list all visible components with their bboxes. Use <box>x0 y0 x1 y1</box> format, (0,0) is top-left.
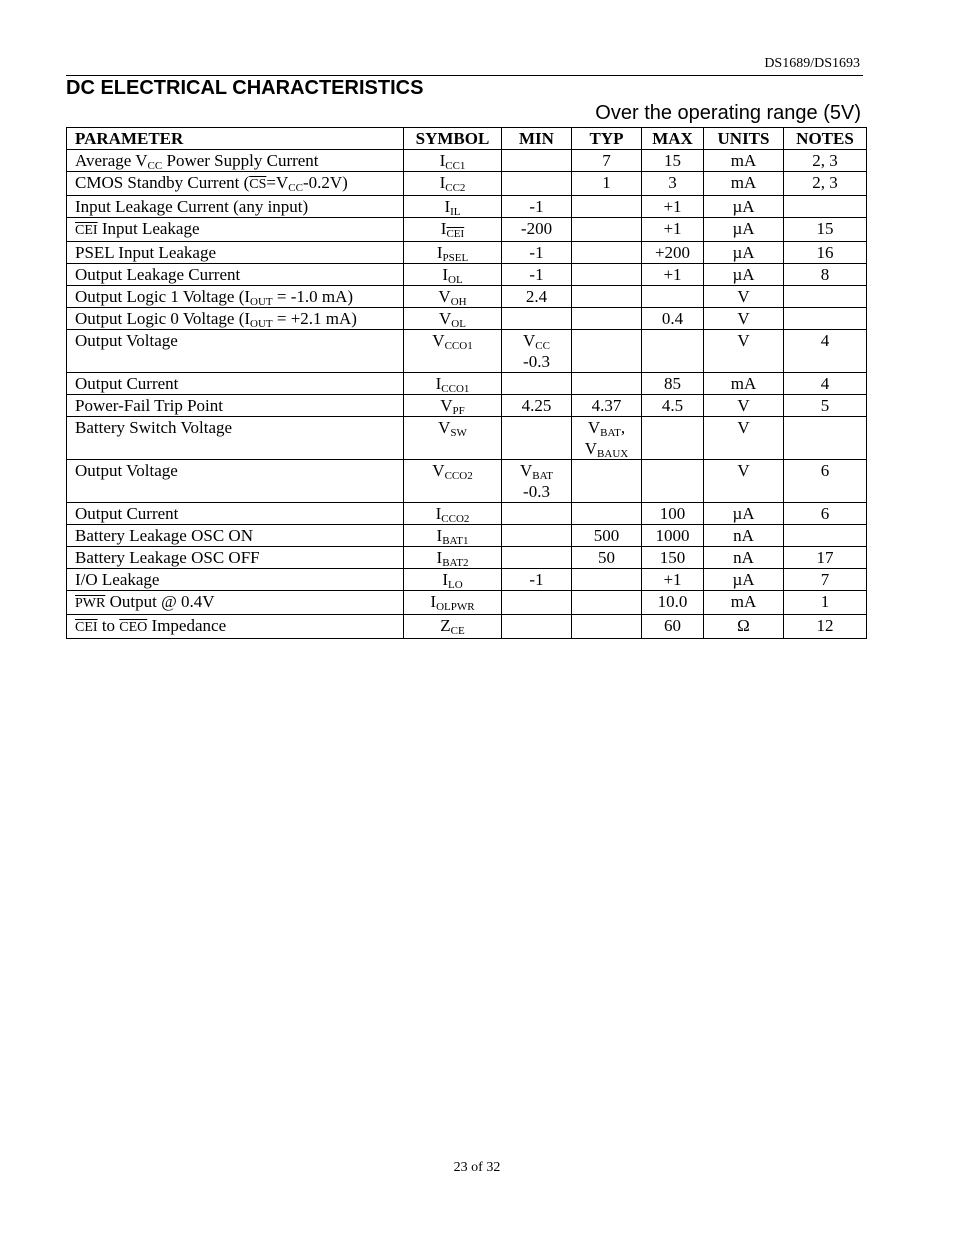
symbol-text: V <box>432 461 445 480</box>
min-cell <box>502 242 572 264</box>
parameter-text: -0.2V) <box>302 173 348 192</box>
symbol-subscript: OH <box>450 296 467 308</box>
table-row <box>67 417 867 460</box>
column-header: UNITS <box>704 128 784 150</box>
parameter-cell <box>67 395 404 417</box>
parameter-text: = -1.0 mA) <box>272 287 354 306</box>
typ-value: V <box>587 418 601 437</box>
max-cell: +1 <box>642 264 704 286</box>
parameter-text: Battery Leakage OSC ON <box>75 526 253 545</box>
min-cell <box>502 373 572 395</box>
parameter-text: $\overline{CS}$ <box>249 177 267 192</box>
parameter-text: OUT <box>250 318 273 330</box>
parameter-cell <box>67 547 404 569</box>
symbol-cell <box>404 286 502 308</box>
dc-characteristics-table <box>66 127 867 639</box>
typ-cell <box>572 395 642 417</box>
units-cell: µA <box>704 569 784 591</box>
parameter-text: Battery Switch Voltage <box>75 418 233 437</box>
typ-cell <box>572 286 642 308</box>
table-row <box>67 172 867 196</box>
column-header: TYP <box>572 128 642 150</box>
symbol-cell <box>404 615 502 639</box>
min-value: 2.4 <box>525 287 548 306</box>
max-cell: 3 <box>642 172 704 196</box>
symbol-cell <box>404 460 502 503</box>
symbol-text: I <box>436 526 443 545</box>
parameter-text: Power Supply Current <box>162 151 319 170</box>
typ-value-suffix: , <box>620 418 626 437</box>
parameter-text: Output Voltage <box>75 331 178 350</box>
table-row <box>67 460 867 503</box>
typ-value: 500 <box>593 526 620 545</box>
max-cell: 1000 <box>642 525 704 547</box>
typ-cell <box>572 242 642 264</box>
notes-cell <box>784 308 867 330</box>
min-value: -1 <box>529 265 544 284</box>
units-cell: mA <box>704 172 784 196</box>
symbol-text: V <box>439 309 452 328</box>
typ-cell <box>572 547 642 569</box>
parameter-text: Output Logic 0 Voltage (I <box>75 309 251 328</box>
typ-cell <box>572 150 642 172</box>
max-cell: 0.4 <box>642 308 704 330</box>
parameter-text: Input Leakage <box>97 219 200 238</box>
units-cell: µA <box>704 503 784 525</box>
notes-cell: 5 <box>784 395 867 417</box>
symbol-subscript: CC2 <box>445 182 466 194</box>
units-cell: µA <box>704 264 784 286</box>
symbol-subscript: CC1 <box>445 160 466 172</box>
symbol-cell <box>404 591 502 615</box>
symbol-subscript: CCO1 <box>444 340 473 352</box>
symbol-subscript: CCO2 <box>444 470 473 482</box>
typ-cell <box>572 196 642 218</box>
parameter-cell <box>67 218 404 242</box>
max-cell: 85 <box>642 373 704 395</box>
parameter-cell <box>67 172 404 196</box>
max-cell: +1 <box>642 218 704 242</box>
min-subscript: CC <box>535 340 550 352</box>
units-cell: V <box>704 330 784 373</box>
symbol-subscript: OLPWR <box>436 601 475 613</box>
units-cell: mA <box>704 150 784 172</box>
table-row <box>67 264 867 286</box>
symbol-subscript: LO <box>448 579 463 591</box>
notes-cell: 4 <box>784 373 867 395</box>
symbol-cell <box>404 417 502 460</box>
notes-cell: 6 <box>784 460 867 503</box>
parameter-text: Power-Fail Trip Point <box>75 396 223 415</box>
symbol-subscript: IL <box>450 206 461 218</box>
min-cell <box>502 264 572 286</box>
symbol-cell <box>404 196 502 218</box>
min-cell <box>502 218 572 242</box>
notes-cell: 8 <box>784 264 867 286</box>
column-header: MIN <box>502 128 572 150</box>
parameter-cell <box>67 264 404 286</box>
symbol-text: I <box>440 219 447 238</box>
min-value: 4.25 <box>521 396 552 415</box>
parameter-text: Output @ 0.4V <box>105 592 215 611</box>
parameter-cell <box>67 525 404 547</box>
max-cell: 60 <box>642 615 704 639</box>
typ-cell <box>572 308 642 330</box>
symbol-text: Z <box>440 616 451 635</box>
symbol-text: I <box>435 374 442 393</box>
operating-range-note: Over the operating range (5V) <box>595 102 861 124</box>
units-cell: nA <box>704 525 784 547</box>
notes-cell: 12 <box>784 615 867 639</box>
typ-cell <box>572 460 642 503</box>
symbol-cell <box>404 172 502 196</box>
min-value: -200 <box>520 219 553 238</box>
document-id: DS1689/DS1693 <box>764 56 860 71</box>
parameter-cell <box>67 591 404 615</box>
units-cell: µA <box>704 218 784 242</box>
symbol-cell <box>404 242 502 264</box>
column-header: MAX <box>642 128 704 150</box>
parameter-cell <box>67 330 404 373</box>
typ-subscript-line2: BAUX <box>597 448 629 460</box>
table-row <box>67 591 867 615</box>
notes-cell: 4 <box>784 330 867 373</box>
table-row <box>67 547 867 569</box>
table-row <box>67 150 867 172</box>
min-subscript: BAT <box>532 470 554 482</box>
parameter-cell <box>67 196 404 218</box>
parameter-cell <box>67 242 404 264</box>
symbol-subscript: CE <box>450 625 465 637</box>
notes-cell: 7 <box>784 569 867 591</box>
min-cell <box>502 308 572 330</box>
max-cell: 150 <box>642 547 704 569</box>
notes-cell <box>784 525 867 547</box>
table-row <box>67 218 867 242</box>
parameter-text: Input Leakage Current (any input) <box>75 197 309 216</box>
typ-cell <box>572 615 642 639</box>
typ-cell <box>572 264 642 286</box>
notes-cell: 15 <box>784 218 867 242</box>
symbol-cell <box>404 547 502 569</box>
units-cell: nA <box>704 547 784 569</box>
parameter-text: Output Current <box>75 374 179 393</box>
table-row <box>67 525 867 547</box>
symbol-subscript: OL <box>448 274 463 286</box>
table-header-row <box>67 128 867 150</box>
units-cell: µA <box>704 196 784 218</box>
typ-subscript: BAT <box>600 427 621 439</box>
notes-cell <box>784 417 867 460</box>
symbol-cell <box>404 569 502 591</box>
typ-value-line2: V <box>584 439 598 458</box>
min-cell <box>502 503 572 525</box>
min-cell <box>502 591 572 615</box>
symbol-text: I <box>439 173 446 192</box>
symbol-cell <box>404 525 502 547</box>
table-row <box>67 286 867 308</box>
units-cell: V <box>704 395 784 417</box>
symbol-cell <box>404 395 502 417</box>
table-row <box>67 373 867 395</box>
min-value: -1 <box>529 570 544 589</box>
table-row <box>67 395 867 417</box>
parameter-text: CMOS Standby Current ( <box>75 173 250 192</box>
symbol-cell <box>404 264 502 286</box>
units-cell: Ω <box>704 615 784 639</box>
symbol-subscript: OL <box>451 318 466 330</box>
parameter-cell <box>67 286 404 308</box>
min-cell <box>502 395 572 417</box>
parameter-cell <box>67 373 404 395</box>
parameter-text: Output Voltage <box>75 461 178 480</box>
units-cell: V <box>704 417 784 460</box>
min-cell <box>502 196 572 218</box>
symbol-cell <box>404 503 502 525</box>
symbol-text: I <box>435 504 442 523</box>
units-cell: V <box>704 308 784 330</box>
parameter-text: $\overline{PWR}$ <box>75 596 106 611</box>
parameter-text: Output Current <box>75 504 179 523</box>
min-cell <box>502 417 572 460</box>
typ-cell <box>572 172 642 196</box>
max-cell: 4.5 <box>642 395 704 417</box>
table-row <box>67 503 867 525</box>
parameter-text: CC <box>288 182 303 194</box>
min-value: -1 <box>529 197 544 216</box>
symbol-cell <box>404 150 502 172</box>
units-cell: V <box>704 286 784 308</box>
symbol-subscript: CCO1 <box>441 383 470 395</box>
symbol-text: V <box>432 331 445 350</box>
symbol-subscript: CEI <box>446 228 465 240</box>
symbol-text: V <box>440 396 453 415</box>
symbol-text: I <box>436 548 443 567</box>
typ-cell <box>572 503 642 525</box>
min-cell <box>502 330 572 373</box>
table-row <box>67 242 867 264</box>
typ-cell <box>572 373 642 395</box>
symbol-cell <box>404 308 502 330</box>
min-cell <box>502 569 572 591</box>
min-cell <box>502 172 572 196</box>
min-value: -1 <box>529 243 544 262</box>
parameter-text: Impedance <box>147 616 227 635</box>
symbol-cell <box>404 218 502 242</box>
units-cell: V <box>704 460 784 503</box>
symbol-subscript: PF <box>452 405 465 417</box>
column-header: PARAMETER <box>67 128 404 150</box>
notes-cell: 6 <box>784 503 867 525</box>
parameter-text: =V <box>266 173 289 192</box>
parameter-cell <box>67 615 404 639</box>
typ-cell <box>572 330 642 373</box>
typ-cell <box>572 218 642 242</box>
max-cell: +200 <box>642 242 704 264</box>
typ-value: 7 <box>602 151 611 170</box>
min-value-line2: -0.3 <box>523 482 550 501</box>
notes-cell: 17 <box>784 547 867 569</box>
parameter-text: CC <box>147 160 163 172</box>
parameter-text: PSEL Input Leakage <box>75 243 216 262</box>
max-cell <box>642 286 704 308</box>
symbol-text: I <box>444 197 451 216</box>
units-cell: mA <box>704 373 784 395</box>
max-cell <box>642 330 704 373</box>
parameter-text: $\overline{CEI}$ <box>75 223 98 238</box>
typ-value: 4.37 <box>591 396 622 415</box>
min-cell <box>502 547 572 569</box>
parameter-cell <box>67 503 404 525</box>
symbol-subscript: SW <box>450 427 467 439</box>
typ-cell <box>572 591 642 615</box>
parameter-text: Output Logic 1 Voltage (I <box>75 287 251 306</box>
section-title: DC ELECTRICAL CHARACTERISTICS <box>66 77 424 99</box>
min-cell <box>502 615 572 639</box>
symbol-subscript: BAT1 <box>442 535 469 547</box>
parameter-text: to <box>97 616 120 635</box>
symbol-text: I <box>442 570 448 589</box>
typ-cell <box>572 569 642 591</box>
parameter-text: Average V <box>75 151 148 170</box>
page-number: 23 of 32 <box>453 1160 501 1175</box>
column-header: SYMBOL <box>404 128 502 150</box>
symbol-cell <box>404 330 502 373</box>
table-row <box>67 569 867 591</box>
max-cell: 100 <box>642 503 704 525</box>
notes-cell <box>784 286 867 308</box>
max-cell: +1 <box>642 569 704 591</box>
parameter-text: Output Leakage Current <box>75 265 241 284</box>
parameter-text: $\overline{CEO}$ <box>119 620 148 635</box>
typ-cell <box>572 525 642 547</box>
min-value: V <box>523 331 536 350</box>
parameter-cell <box>67 569 404 591</box>
symbol-subscript: CCO2 <box>441 513 470 525</box>
symbol-text: V <box>438 287 451 306</box>
parameter-cell <box>67 150 404 172</box>
min-cell <box>502 286 572 308</box>
typ-cell <box>572 417 642 460</box>
min-value-line2: -0.3 <box>523 352 550 371</box>
min-cell <box>502 460 572 503</box>
max-cell <box>642 417 704 460</box>
notes-cell <box>784 196 867 218</box>
notes-cell: 16 <box>784 242 867 264</box>
parameter-text: OUT <box>250 296 273 308</box>
column-header: NOTES <box>784 128 867 150</box>
table-row <box>67 330 867 373</box>
units-cell: µA <box>704 242 784 264</box>
max-cell: 15 <box>642 150 704 172</box>
table-row <box>67 615 867 639</box>
symbol-text: I <box>436 243 443 262</box>
typ-value: 50 <box>598 548 615 567</box>
symbol-cell <box>404 373 502 395</box>
symbol-text: I <box>439 151 446 170</box>
parameter-cell <box>67 460 404 503</box>
table-row <box>67 196 867 218</box>
parameter-text: Battery Leakage OSC OFF <box>75 548 260 567</box>
symbol-text: I <box>430 592 437 611</box>
header-rule <box>66 75 863 76</box>
symbol-subscript: BAT2 <box>442 557 469 569</box>
table-row <box>67 308 867 330</box>
parameter-cell <box>67 417 404 460</box>
notes-cell: 2, 3 <box>784 172 867 196</box>
notes-cell: 1 <box>784 591 867 615</box>
max-cell: 10.0 <box>642 591 704 615</box>
parameter-text: I/O Leakage <box>75 570 160 589</box>
parameter-text: $\overline{CEI}$ <box>75 620 98 635</box>
units-cell: mA <box>704 591 784 615</box>
max-cell <box>642 460 704 503</box>
notes-cell: 2, 3 <box>784 150 867 172</box>
min-value: V <box>519 461 533 480</box>
min-cell <box>502 150 572 172</box>
symbol-text: V <box>438 418 451 437</box>
typ-value: 1 <box>602 173 611 192</box>
parameter-cell <box>67 308 404 330</box>
symbol-subscript: PSEL <box>442 252 469 264</box>
min-cell <box>502 525 572 547</box>
symbol-text: I <box>442 265 448 284</box>
parameter-text: = +2.1 mA) <box>272 309 357 328</box>
max-cell: +1 <box>642 196 704 218</box>
